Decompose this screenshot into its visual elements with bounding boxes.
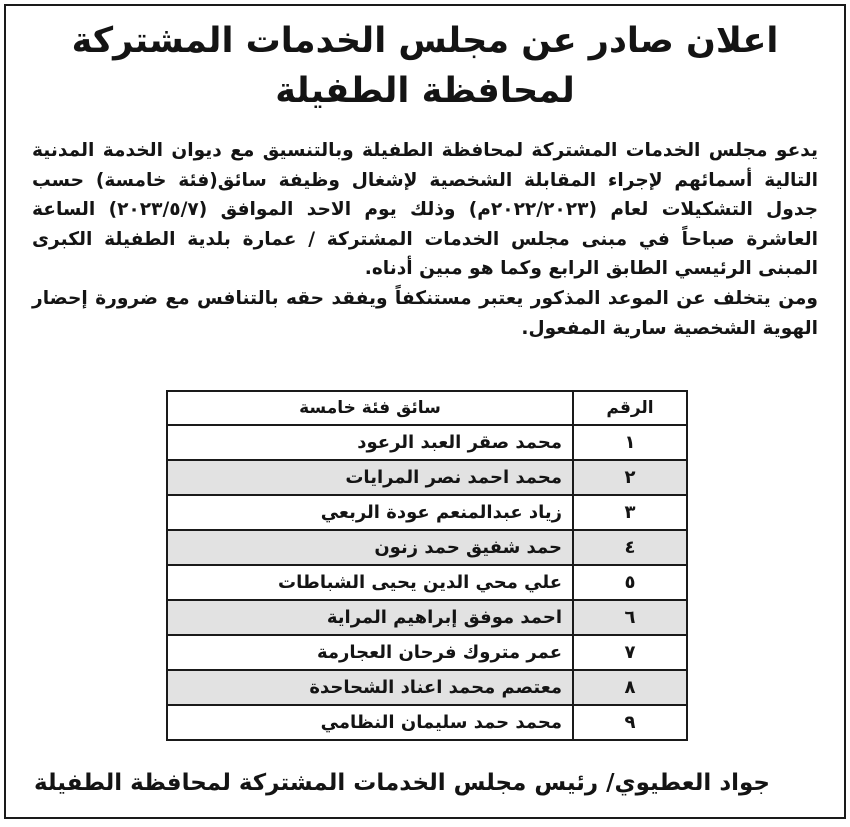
header-name: سائق فئة خامسة xyxy=(167,391,573,425)
row-name: معتصم محمد اعناد الشحاحدة xyxy=(167,670,573,705)
table-row xyxy=(167,530,687,565)
signature-line: جواد العطيوي/ رئيس مجلس الخدمات المشتركة لمحافظة الطفيلة xyxy=(33,770,770,796)
row-name: محمد احمد نصر المرايات xyxy=(167,460,573,495)
row-name: محمد صقر العبد الرعود xyxy=(167,425,573,460)
announcement-body xyxy=(32,136,818,343)
row-number: ٦ xyxy=(573,600,687,635)
table-row xyxy=(167,670,687,705)
row-name: احمد موفق إبراهيم المراية xyxy=(167,600,573,635)
table-row xyxy=(167,705,687,740)
table-header-row xyxy=(167,391,687,425)
announcement-title: اعلان صادر عن مجلس الخدمات المشتركة xyxy=(71,21,779,61)
table-row xyxy=(167,460,687,495)
row-number: ٢ xyxy=(573,460,687,495)
row-name: محمد حمد سليمان النظامي xyxy=(167,705,573,740)
row-number: ٨ xyxy=(573,670,687,705)
row-number: ٤ xyxy=(573,530,687,565)
table-row xyxy=(167,565,687,600)
row-number: ٧ xyxy=(573,635,687,670)
row-name: عمر متروك فرحان العجارمة xyxy=(167,635,573,670)
body-paragraph-invitation: يدعو مجلس الخدمات المشتركة لمحافظة الطفيلة وبالتنسيق مع ديوان الخدمة المدنية التالية أسمائهم لإجراء المقابلة الشخصية لإشغال وظيفة سائق(فئة خامسة) حسب جدول التشكيلات لعام (٢٠٢٢/٢٠٢٣م) وذلك يوم الاحد الموافق (٢٠٢٣/٥/٧) الساعة العاشرة صباحاً في مبنى مجلس الخدمات المشتركة / عمارة بلدية الطفيلة الكبرى المبنى الرئيسي الطابق الرابع وكما هو مبين أدناه. xyxy=(32,140,818,280)
body-paragraph-warning: ومن يتخلف عن الموعد المذكور يعتبر مستنكفاً ويفقد حقه بالتنافس مع ضرورة إحضار الهوية الشخصية سارية المفعول. xyxy=(32,287,818,339)
table-row xyxy=(167,635,687,670)
row-number: ٣ xyxy=(573,495,687,530)
header-number: الرقم xyxy=(573,391,687,425)
row-name: زياد عبدالمنعم عودة الربعي xyxy=(167,495,573,530)
table-row xyxy=(167,495,687,530)
announcement-page xyxy=(4,4,846,819)
row-name: علي محي الدين يحيى الشباطات xyxy=(167,565,573,600)
row-number: ١ xyxy=(573,425,687,460)
row-name: حمد شفيق حمد زنون xyxy=(167,530,573,565)
announcement-subtitle: لمحافظة الطفيلة xyxy=(275,71,575,111)
row-number: ٥ xyxy=(573,565,687,600)
row-number: ٩ xyxy=(573,705,687,740)
table-row xyxy=(167,600,687,635)
candidates-table xyxy=(166,390,688,741)
table-row xyxy=(167,425,687,460)
